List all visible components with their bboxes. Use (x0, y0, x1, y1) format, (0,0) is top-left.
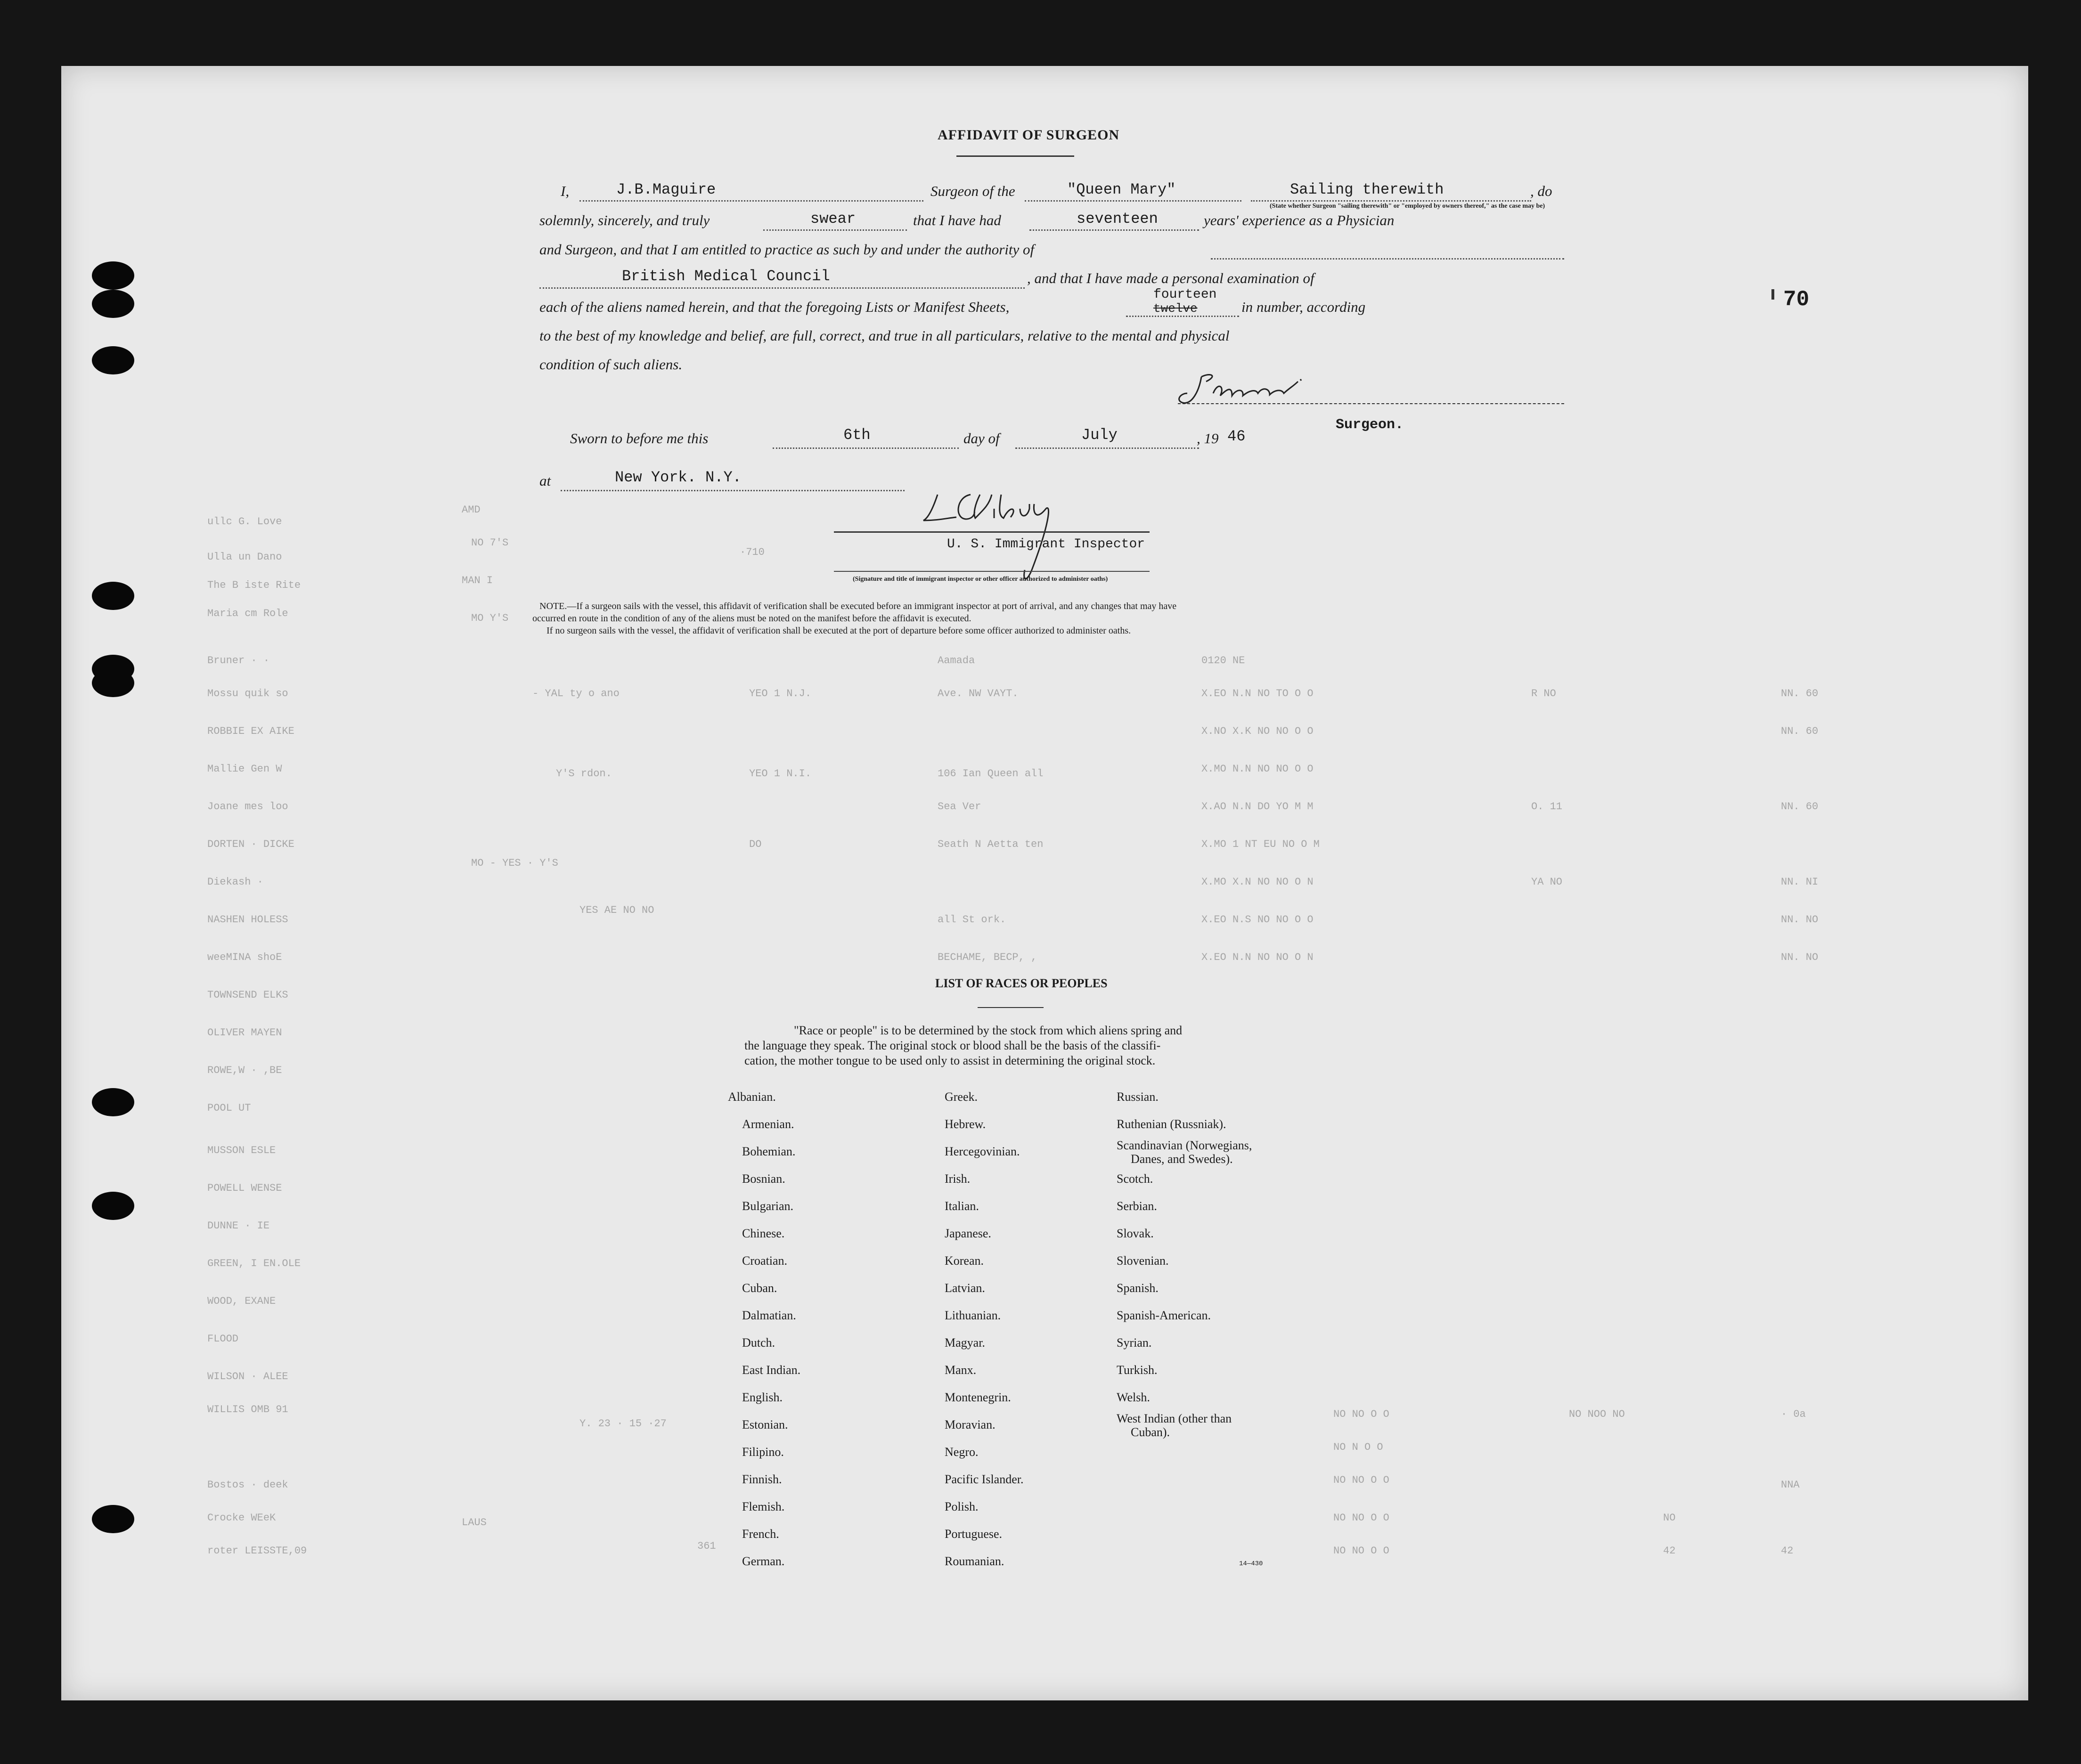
day-value: 6th (843, 426, 871, 444)
race-item: Albanian. (728, 1090, 776, 1104)
word-i: I, (561, 183, 570, 199)
races-intro-line-1: "Race or people" is to be determined by the stock from which aliens spring and (794, 1024, 1183, 1037)
punch-hole (92, 669, 134, 697)
race-item: Irish. (945, 1172, 971, 1186)
month-value: July (1081, 426, 1118, 444)
race-item: Pacific Islander. (945, 1472, 1024, 1486)
place-value: New York. N.Y. (615, 469, 742, 486)
race-item: Spanish-American. (1117, 1309, 1211, 1322)
race-item: Estonian. (742, 1418, 788, 1431)
vessel-name: "Queen Mary" (1067, 181, 1176, 198)
race-item: Japanese. (945, 1227, 991, 1240)
word-sworn: Sworn to before me this (570, 430, 709, 447)
race-item: Filipino. (742, 1445, 784, 1459)
place-field (561, 490, 905, 491)
punch-hole (92, 582, 134, 610)
affidavit-line-7: condition of such aliens. (539, 356, 683, 373)
punch-hole (92, 1192, 134, 1220)
race-item: Dutch. (742, 1336, 775, 1349)
races-title: LIST OF RACES OR PEOPLES (935, 976, 1108, 990)
sailing-note: (State whether Surgeon "sailing therewith" or "employed by owners thereof," as the case may be) (1270, 203, 1545, 210)
race-item: Serbian. (1117, 1199, 1157, 1213)
affidavit-line-5: each of the aliens named herein, and that the foregoing Lists or Manifest Sheets, (539, 299, 1010, 315)
race-item: Welsh. (1117, 1390, 1150, 1404)
race-item: Korean. (945, 1254, 984, 1268)
affidavit-line-5b: in number, according (1241, 299, 1366, 315)
surgeon-name-field (579, 200, 923, 202)
form-number: 14—430 (1239, 1560, 1263, 1568)
race-item: West Indian (other than (1117, 1412, 1232, 1425)
race-item: Armenian. (742, 1117, 794, 1131)
title-underline (956, 155, 1074, 157)
word-that-had: that I have had (913, 212, 1001, 228)
race-item: Slovak. (1117, 1227, 1154, 1240)
race-item: Hercegovinian. (945, 1145, 1020, 1158)
affidavit-line-3: and Surgeon, and that I am entitled to practice as such by and under the authority of (539, 241, 1035, 258)
race-item: Polish. (945, 1500, 979, 1513)
word-surgeon-of: Surgeon of the (930, 183, 1015, 199)
punch-hole (92, 346, 134, 374)
day-field (773, 447, 959, 449)
race-item: East Indian. (742, 1363, 801, 1377)
note-line-1: NOTE.—If a surgeon sails with the vessel, this affidavit of verification shall be executed before an immigrant inspector at port of arrival, and any changes that may have (539, 601, 1177, 611)
years-field (1029, 229, 1199, 231)
races-title-underline (978, 1007, 1044, 1008)
word-years-experience: years' experience as a Physician (1204, 212, 1395, 228)
race-item: Scandinavian (Norwegians, (1117, 1138, 1252, 1152)
race-item: Cuban. (742, 1281, 777, 1295)
races-column-1 (728, 1083, 800, 1575)
inspector-caption: (Signature and title of immigrant inspector or other officer authorized to administer oaths) (853, 576, 1108, 583)
authority-value: British Medical Council (622, 268, 830, 285)
race-item: Hebrew. (945, 1117, 986, 1131)
race-item: Syrian. (1117, 1336, 1152, 1349)
affidavit-line-6: to the best of my knowledge and belief, are full, correct, and true in all particulars, relative to the mental and physical (539, 327, 1230, 344)
surgeon-name: J.B.Maguire (616, 181, 716, 198)
note-line-3: If no surgeon sails with the vessel, the affidavit of verification shall be executed at the port of departure before some officer authorized to administer oaths. (547, 626, 1131, 636)
affidavit-line-4: , and that I have made a personal examination of (1027, 270, 1314, 286)
sailing-field (1251, 200, 1531, 202)
race-item: Dalmatian. (742, 1309, 796, 1322)
race-item: Latvian. (945, 1281, 985, 1295)
races-intro-line-2: the language they speak. The original stock or blood shall be the basis of the classifi- (744, 1039, 1161, 1052)
inspector-title-line (834, 571, 1150, 572)
year-prefix: , 19 (1197, 430, 1219, 447)
affidavit-title: AFFIDAVIT OF SURGEON (938, 127, 1120, 143)
sheets-field (1126, 316, 1239, 317)
month-field (1015, 447, 1199, 449)
race-item: Italian. (945, 1199, 979, 1213)
sheet-number-mark (1771, 289, 1774, 300)
inspector-title: U. S. Immigrant Inspector (947, 537, 1145, 552)
race-item: Turkish. (1117, 1363, 1158, 1377)
note-line-2: occurred en route in the condition of any of the aliens must be noted on the manifest before the affidavit is executed. (532, 613, 971, 624)
race-item: Bulgarian. (742, 1199, 794, 1213)
oath-word: swear (810, 210, 856, 228)
race-item: Portuguese. (945, 1527, 1003, 1541)
punch-hole (92, 1505, 134, 1533)
sailing-status: Sailing therewith (1290, 181, 1444, 198)
word-do: , do (1530, 183, 1552, 199)
race-item: Lithuanian. (945, 1309, 1001, 1322)
word-day-of: day of (963, 430, 1000, 447)
race-item: Greek. (945, 1090, 978, 1104)
race-item: Finnish. (742, 1472, 782, 1486)
document-page: AFFIDAVIT OF SURGEON I, J.B.Maguire Surgeon of the "Queen Mary" Sailing therewith , do (State whether Surgeon "sailing therewith" or "employed by owners thereof," as the case may be) solemnly, sincerely, and truly swear that I have had seventeen years' experience as a Physician and Surgeon, and that I am entitled to practice as such by and under the authority of British Medical Council , and that I have made a personal examination of each of the aliens named herein, and that the foregoing Lists or Manifest Sheets, twelve fourteen in number, according to the best of my knowledge and belief, are full, correct, and true in all particulars, relative to the mental and physical condition of such aliens. Surgeon. Sworn to before me this 6th day of July , 19 46 at New York. N.Y. U. S. Immigrant Inspector (Signature and title of immigrant inspector or other officer authorized to administer oaths) NOTE.—If a surgeon sails with the vessel, this affidavit of verification shall be executed before an immigrant inspector at port of arrival, and any changes that may have occurred en route in the condition of any of the aliens must be noted on the manifest before the affidavit is executed. If no surgeon sails with the vessel, the affidavit of verification shall be executed at the port of departure before some officer authorized to administer oaths. 70 LIST OF RACES OR PEOPLES "Race or people" is to be determined by the stock from which aliens spring and the language they speak. The original stock or blood shall be the basis of the classifi- cation, the mother tongue to be used only to assist in determining the original stock. Albanian. Armenian. Bohemian. Bosnian. Bulgarian. Chinese. Croatian. Cuban. Dalmatian. Dutch. East Indian. English. Estonian. Filipino. Finnish. Flemish. French. German. Greek. Hebrew. Hercegovinian. Irish. Italian. Japanese. Korean. Latvian. Lithuanian. Magyar. Manx. Montenegrin. Moravian. Negro. Pacific Islander. Polish. Portuguese. Roumanian. Russian. Ruthenian (Russniak). Scandinavian (Norwegians, Danes, and Swedes). Scotch. Serbian. Slovak. Slovenian. Spanish. Spanish-American. Syrian. Turkish. Welsh. West Indian (other than Cuban). 14—430 ullc G. Love Ulla un Dano The B iste Rite Maria cm Role Bruner · · Mossu quik so ROBBIE EX AIKE Mallie Gen W Joane mes loo DORTEN · DICKE Diekash · NASHEN HOLESS weeMINA shoE TOWNSEND ELKS OLIVER MAYEN ROWE,W · ,BE POOL UT MUSSON ESLE POWELL WENSE DUNNE · IE GREEN, I EN.OLE WOOD, EXANE FLOOD WILSON · ALEE WILLIS OMB 91 Bostos · deek Crocke WEeK roter LEISSTE,09 AMD NO 7'S MAN I MO Y'S - YAL ty o ano Y'S rdon. MO - YES · Y'S YES AE NO NO Y. 23 · 15 ·27 LAUS 361 ·710 YEO 1 N.J. YEO 1 N.I. DO Aamada Ave. NW VAYT. 106 Ian Queen all Sea Ver Seath N Aetta ten all St ork. BECHAME, BECP, , 0120 NE X.EO N.N NO TO O O X.NO X.K NO NO O O X.MO N.N NO NO O O X.AO N.N DO YO M M X.MO 1 NT EU NO O M X.MO X.N NO NO O N X.EO N.S NO NO O O X.EO N.N NO NO O N NO NO O O NO N O O NO NO O O NO NO O O NO NO O O R NO O. 11 YA NO NO NOO NO NO 42 NN. 60 NN. 60 NN. 60 NN. NI NN. NO NN. NO · 0a NNA 42 (61, 66, 2028, 1700)
vessel-field (1025, 200, 1241, 202)
punch-hole (92, 261, 134, 290)
race-item: Bohemian. (742, 1145, 796, 1158)
oath-field (763, 229, 907, 231)
surgeon-label: Surgeon. (1336, 417, 1404, 433)
race-item: Bosnian. (742, 1172, 785, 1186)
race-item: Chinese. (742, 1227, 785, 1240)
punch-hole (92, 1088, 134, 1116)
authority-field-a (1211, 258, 1564, 260)
authority-field (539, 287, 1025, 289)
race-item: Ruthenian (Russniak). (1117, 1117, 1226, 1131)
race-item: Magyar. (945, 1336, 985, 1349)
race-item: Slovenian. (1117, 1254, 1169, 1268)
race-item: Moravian. (945, 1418, 996, 1431)
race-item: Montenegrin. (945, 1390, 1011, 1404)
sheets-struck-value: twelve (1153, 301, 1198, 316)
word-solemnly: solemnly, sincerely, and truly (539, 212, 710, 228)
race-item: German. (742, 1554, 785, 1568)
race-item: Spanish. (1117, 1281, 1159, 1295)
sheet-number: 70 (1783, 287, 1810, 312)
race-item: French. (742, 1527, 779, 1541)
race-item: Flemish. (742, 1500, 785, 1513)
surgeon-signature-line (1178, 403, 1564, 404)
race-item: Russian. (1117, 1090, 1159, 1104)
punch-hole (92, 290, 134, 318)
year-value: 46 (1227, 428, 1246, 445)
race-item: Scotch. (1117, 1172, 1153, 1186)
sheets-value: fourteen (1153, 287, 1217, 302)
word-at: at (539, 472, 551, 489)
races-intro-line-3: cation, the mother tongue to be used only to assist in determining the original stock. (744, 1054, 1156, 1067)
race-item: Roumanian. (945, 1554, 1004, 1568)
races-column-3 (1117, 1083, 1252, 1439)
race-item: Manx. (945, 1363, 977, 1377)
race-item: Cuban). (1131, 1425, 1170, 1439)
inspector-signature-line (834, 531, 1150, 533)
race-item: Danes, and Swedes). (1131, 1152, 1233, 1166)
races-column-2 (945, 1083, 1024, 1575)
years-value: seventeen (1077, 210, 1158, 228)
race-item: Croatian. (742, 1254, 788, 1268)
race-item: Negro. (945, 1445, 979, 1459)
race-item: English. (742, 1390, 783, 1404)
